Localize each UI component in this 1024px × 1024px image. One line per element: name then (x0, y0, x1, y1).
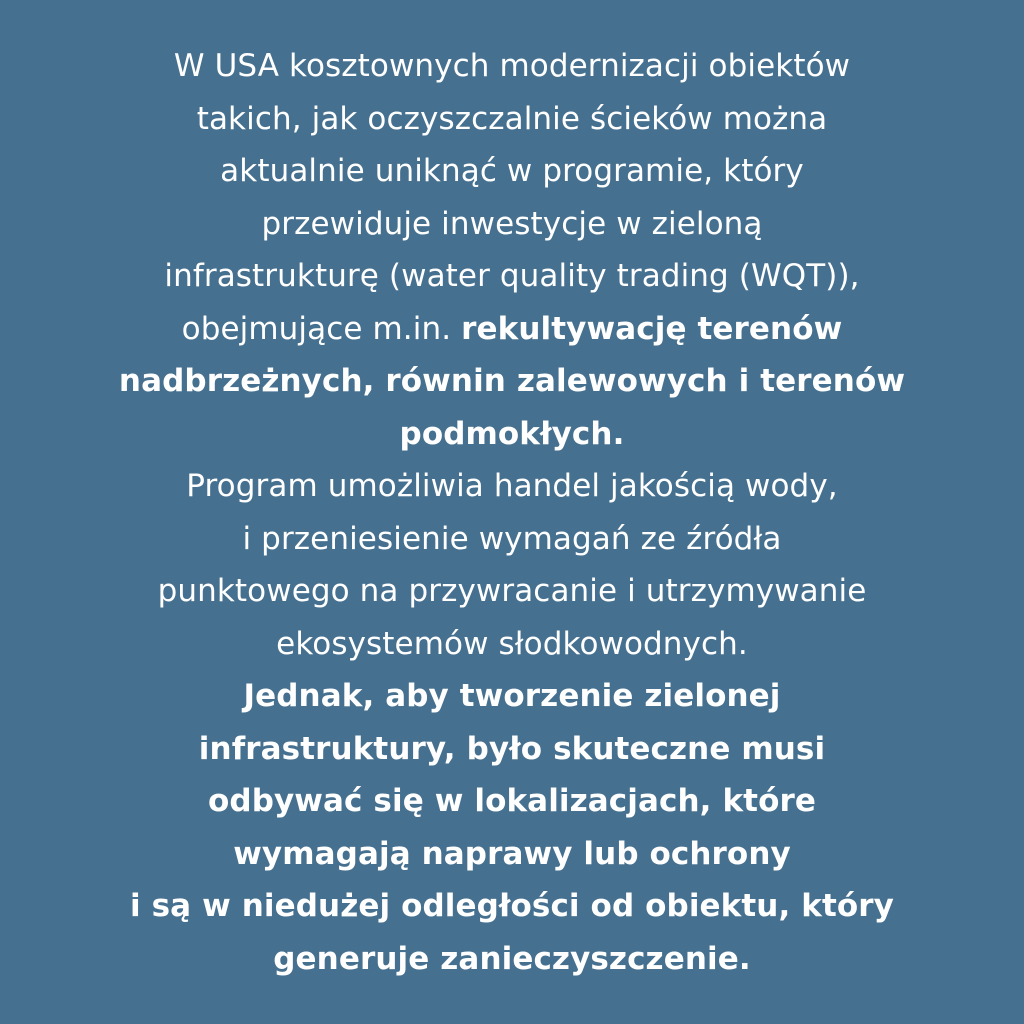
paragraph-2-line-3: punktowego na przywracanie i utrzymywanie (157, 573, 867, 609)
paragraph-1 (0, 40, 1024, 460)
paragraph-3-line-1: Jednak, aby tworzenie zielonej (243, 678, 781, 714)
paragraph-1-line-2: takich, jak oczyszczalnie ścieków można (196, 100, 828, 137)
paragraph-1-line-6-regular: obejmujące m.in. (181, 310, 462, 347)
paragraph-1-line-1: W USA kosztownych modernizacji obiektów (173, 48, 851, 84)
paragraph-2-line-4: ekosystemów słodkowodnych. (276, 625, 748, 662)
paragraph-3-line-5: i są w niedużej odległości od obiektu, który (130, 888, 894, 924)
paragraph-3 (0, 670, 1024, 985)
paragraph-2-line-2: i przeniesienie wymagań ze źródła (242, 520, 782, 557)
paragraph-1-line-5: infrastrukturę (water quality trading (WQT)), (164, 258, 860, 294)
paragraph-2-line-1: Program umożliwia handel jakością wody, (186, 468, 838, 504)
paragraph-1-bold-line-2: nadbrzeżnych, równin zalewowych i terenów (118, 363, 906, 399)
paragraph-3-line-3: odbywać się w lokalizacjach, które (208, 783, 816, 819)
paragraph-1-bold-line-3: podmokłych. (399, 415, 625, 452)
paragraph-1-line-4: przewiduje inwestycje w zieloną (261, 205, 763, 242)
paragraph-1-line-6-bold: rekultywację terenów (461, 310, 843, 347)
paragraph-1-line-3: aktualnie uniknąć w programie, który (220, 153, 804, 189)
paragraph-3-line-6: generuje zanieczyszczenie. (273, 940, 751, 977)
paragraph-2 (0, 460, 1024, 670)
paragraph-3-line-2: infrastruktury, było skuteczne musi (198, 730, 826, 767)
paragraph-1-line-6 (0, 303, 1024, 356)
paragraph-3-line-4: wymagają naprawy lub ochrony (233, 835, 791, 872)
